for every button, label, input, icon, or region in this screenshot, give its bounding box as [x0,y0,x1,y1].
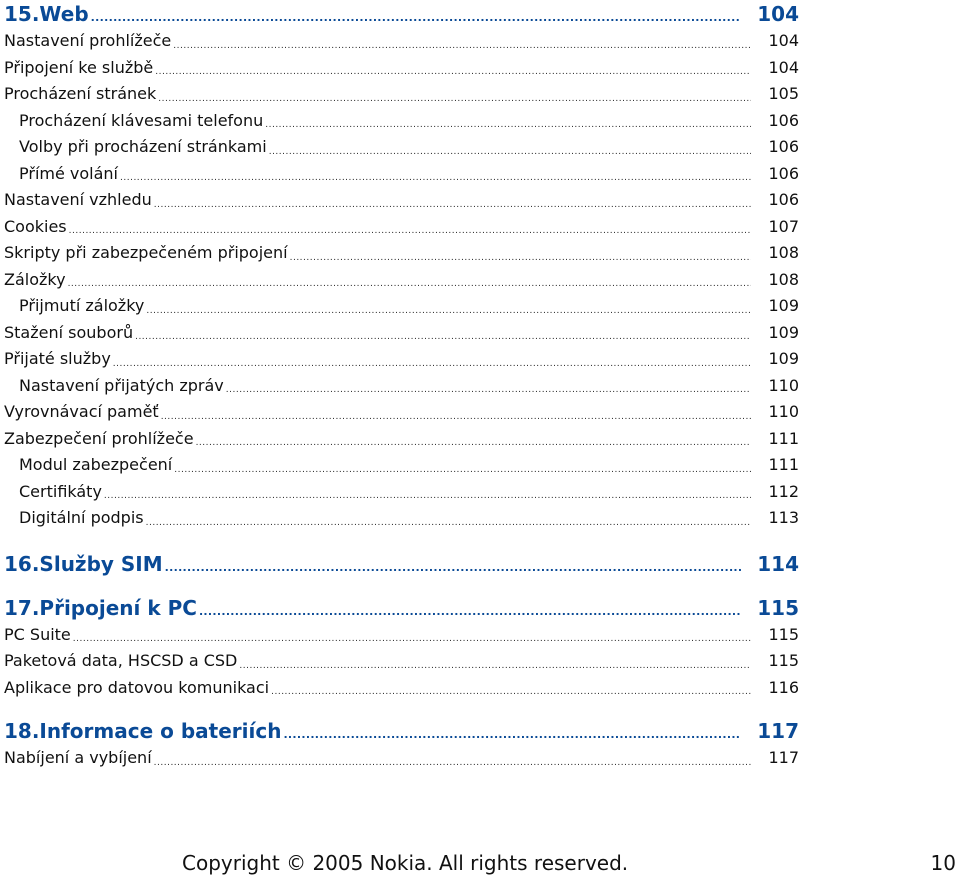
toc-entry-label: Nabíjení a vybíjení [4,748,152,767]
dot-leader [135,328,751,346]
dot-leader [196,434,751,452]
toc-entry[interactable] [4,55,799,82]
dot-leader [69,222,751,240]
toc-entry-label: PC Suite [4,624,71,644]
toc-page-number: 110 [768,375,799,395]
copyright-notice: Copyright © 2005 Nokia. All rights reserved. [182,851,629,875]
toc-entry[interactable] [4,320,799,347]
toc-entry-label: Procházení stránek [4,84,157,103]
page-number: 10 [930,851,956,875]
toc-entry-label: Volby při procházení stránkami [19,137,267,156]
toc-entry[interactable] [4,81,799,108]
dot-leader [154,754,751,772]
toc-page-number: 116 [768,677,799,697]
dot-leader [174,461,751,479]
dot-leader [265,116,751,134]
toc-page-number: 112 [768,481,799,501]
toc-entry[interactable] [4,28,799,55]
toc-entry[interactable] [4,622,799,649]
dot-leader [226,381,751,399]
toc-chapter-web[interactable] [4,0,799,28]
toc-entry[interactable] [4,293,799,320]
toc-chapter-title: 15.Web [4,2,89,26]
toc-page-number: 109 [768,322,799,342]
toc-page-number: 104 [768,57,799,77]
toc-chapter-title: 17.Připojení k PC [4,595,197,620]
toc-entry[interactable] [4,373,799,400]
toc-entry[interactable] [4,187,799,214]
toc-entry[interactable] [4,161,799,188]
toc-page-number: 115 [757,595,799,620]
toc-entry-label: Skripty při zabezpečeném připojení [4,243,288,262]
toc-entry-label: Připojení ke službě [4,57,154,77]
dot-leader [154,196,751,214]
toc-entry-label: Nastavení prohlížeče [4,31,172,50]
toc-page-number: 108 [768,243,799,262]
toc-entry-label: Nastavení přijatých zpráv [19,375,224,395]
toc-page-number: 109 [768,349,799,368]
toc-entry-label: Vyrovnávací paměť [4,402,159,421]
toc-page-number: 108 [768,269,799,289]
toc-page-number: 115 [768,624,799,644]
dot-leader [283,725,741,745]
toc-entry-label: Přijaté služby [4,349,111,368]
toc-page-number: 106 [768,110,799,130]
dot-leader [173,37,751,55]
toc-page-number: 115 [768,651,799,670]
toc-entry-label: Aplikace pro datovou komunikaci [4,677,270,697]
toc-entry-label: Stažení souborů [4,322,134,342]
dot-leader [199,602,741,622]
dot-leader [269,143,751,161]
toc-entry-label: Přímé volání [19,163,118,183]
dot-leader [165,558,741,578]
dot-leader [290,249,751,267]
toc-page-number: 110 [768,402,799,421]
toc-entry[interactable] [4,108,799,135]
toc-entry-label: Procházení klávesami telefonu [19,110,264,130]
toc-page-number: 104 [768,31,799,50]
dot-leader [91,8,741,28]
toc-entry-label: Zabezpečení prohlížeče [4,428,194,448]
toc-entry[interactable] [4,267,799,294]
toc-entry-label: Modul zabezpečení [19,455,173,474]
toc-entry[interactable] [4,479,799,506]
toc-entry[interactable] [4,452,799,479]
toc-entry[interactable] [4,399,799,426]
toc-entry[interactable] [4,675,799,702]
dot-leader [104,487,751,505]
toc-chapter-pc-connectivity[interactable] [4,594,799,622]
page-footer [0,848,960,878]
toc-entry[interactable] [4,648,799,675]
toc-entry-label: Nastavení vzhledu [4,190,152,209]
toc-page-number: 106 [768,137,799,156]
table-of-contents [4,0,799,772]
toc-entry[interactable] [4,214,799,241]
toc-page-number: 111 [768,428,799,448]
toc-chapter-title: 18.Informace o bateriích [4,719,282,743]
dot-leader [120,169,751,187]
toc-page-number: 107 [768,216,799,236]
toc-entry[interactable] [4,346,799,373]
dot-leader [113,355,751,373]
toc-page-number: 106 [768,190,799,209]
dot-leader [73,630,751,648]
toc-page-number: 105 [768,84,799,103]
toc-page-number: 114 [757,551,799,576]
toc-entry[interactable] [4,426,799,453]
toc-chapter-battery-info[interactable] [4,717,799,745]
dot-leader [146,302,751,320]
toc-entry[interactable] [4,240,799,267]
toc-entry-label: Cookies [4,216,67,236]
toc-page-number: 117 [757,719,799,743]
toc-entry[interactable] [4,134,799,161]
toc-chapter-title: 16.Služby SIM [4,551,163,576]
toc-page-number: 104 [757,2,799,26]
toc-entry-label: Digitální podpis [19,508,144,527]
toc-entry-label: Certifikáty [19,481,102,501]
toc-entry-label: Přijmutí záložky [19,296,145,315]
toc-page-number: 109 [768,296,799,315]
toc-page-number: 106 [768,163,799,183]
toc-entry-label: Paketová data, HSCSD a CSD [4,651,238,670]
dot-leader [146,514,751,532]
toc-page-number: 117 [768,748,799,767]
toc-page-number: 113 [768,508,799,527]
toc-page-number: 111 [768,455,799,474]
dot-leader [161,408,751,426]
toc-entry[interactable] [4,505,799,532]
toc-chapter-sim-services[interactable] [4,550,799,578]
dot-leader [158,90,751,108]
dot-leader [239,657,751,675]
dot-leader [155,63,751,81]
toc-entry[interactable] [4,745,799,772]
dot-leader [271,683,751,701]
dot-leader [68,275,751,293]
toc-entry-label: Záložky [4,269,66,289]
